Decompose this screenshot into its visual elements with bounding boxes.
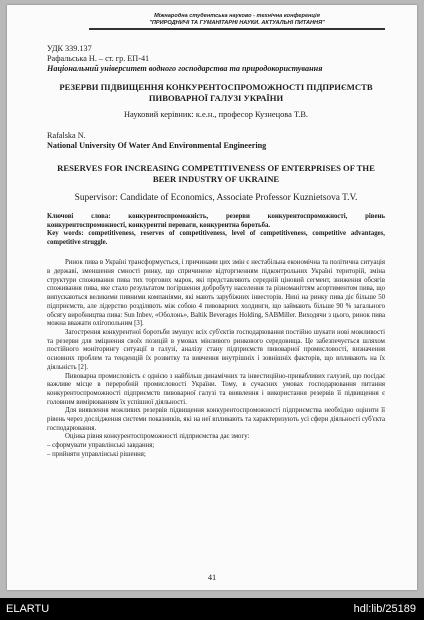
paragraph: Загострення конкурентної боротьби змушує всіх суб'єктів господарювання постійно шукати нові можливості та резерви для зміцнення своїх позицій в умовах мінливого ринкового середовища. Це забезпечується шляхом постійного моніторингу ситуації в галузі, аналізу стану підприємств пивоварної промисловості, визначення основних проблем та тенденцій їх розвитку та вивчення внутрішніх і зовнішніх факторів, що впливають на їх діяльність [2]. (47, 329, 385, 371)
list-item: – прийняти управлінські рішення; (47, 450, 146, 458)
handle-id: hdl:lib/25189 (353, 603, 416, 615)
paragraph: Ринок пива в Україні трансформується, і причинами цих змін є нестабільна економічна та політична ситуація в державі, зменшення смності ринку, що спричинене відторгненням підконтрольних Україні територій, зміна структури споживання пива тих торгових марок, які представляють середній ціновий сегмент, зниження обсягів споживання пива, яке стало результатом погіршення добробуту населення та різноманіттям асортиментом пива, що випускаються великими пивними компаніями, які мають зарубіжних інвесторів. Нині на ринку пива діє більше 50 підприємств, але лідерство розділяють між собою 4 пивоварних холдинги, що займають більше 90 % загального обсягу виробництва пива: Sun Inbev, «Оболонь», Baltik Beverages Holding, SABMiller. Виходячи з цього, ринок пива можна вважати олігопольним [3]. (47, 259, 385, 328)
document-page (7, 5, 417, 590)
university-ua: Національний університет водного господарства та природокористування (47, 64, 323, 73)
supervisor-ua: Науковий керівник: к.е.н., професор Кузнецова Т.В. (123, 110, 309, 119)
keywords-en: Key words: competitiveness, reserves of competitiveness, level of competitiveness, competitive advantages, competitive struggle. (47, 230, 385, 246)
article-title-ua: РЕЗЕРВИ ПІДВИЩЕННЯ КОНКУРЕНТОСПРОМОЖНОСТІ ПІДПРИЄМСТВ ПИВОВАРНОЇ ГАЛУЗІ УКРАЇНИ (59, 82, 373, 103)
conference-header (89, 13, 385, 30)
repository-name: ELARTU (6, 603, 50, 615)
university-en: National University Of Water And Environmental Engineering (47, 141, 267, 150)
author-en: Rafalska N. (47, 131, 86, 140)
conference-theme: "ПРИРОДНИЧІ ТА ГУМАНІТАРНІ НАУКИ. АКТУАЛЬНІ ПИТАННЯ" (149, 20, 325, 26)
article-title-en: RESERVES FOR INCREASING COMPETITIVENESS OF ENTERPRISES OF THE BEER INDUSTRY OF UKRAINE (57, 163, 375, 184)
repository-footer (0, 598, 424, 620)
paragraph: Пивоварна промисловість є однією з найбільш динамічних та інвестиційно-привабливих галузей, що посідає важливе місце в переробній промисловості України. Тому, в сучасних умовах господарювання питання конкурентоспроможності підприємств пивоварної галузі та виявлення і використання резервів її підвищення є головним вимірюванням їх успішної діяльності. (47, 372, 385, 406)
author-ua: Рафальська Н. – ст. гр. ЕП-41 (47, 54, 150, 63)
keywords-ua: Ключові слова: конкурентоспроможність, резерви конкурентоспроможності, рівень конкурентоспроможності, конкурентні переваги, конкурентна боротьба. (47, 213, 385, 229)
paragraph: Оцінка рівня конкурентоспроможності підприємства дає змогу: (65, 433, 250, 441)
supervisor-en: Supervisor: Candidate of Economics, Associate Professor Kuznietsova T.V. (74, 193, 358, 203)
author-block-en (47, 131, 385, 151)
conference-name: Міжнародна студентська науково - технічна конференція (154, 13, 320, 19)
list-item: – сформувати управлінські завдання; (47, 442, 155, 450)
keywords-block (47, 213, 385, 247)
article-body (47, 259, 385, 459)
paragraph: Для виявлення можливих резервів підвищення конкурентоспроможності підприємства необхідно оцінити її рівень через дослідження системи показників, які на неї впливають та характеризують усі сфери діяльності суб'єкта господарювання. (47, 407, 385, 432)
udc-code: УДК 339.137 (47, 44, 92, 53)
article-meta (47, 44, 385, 74)
page-number: 41 (207, 573, 217, 582)
